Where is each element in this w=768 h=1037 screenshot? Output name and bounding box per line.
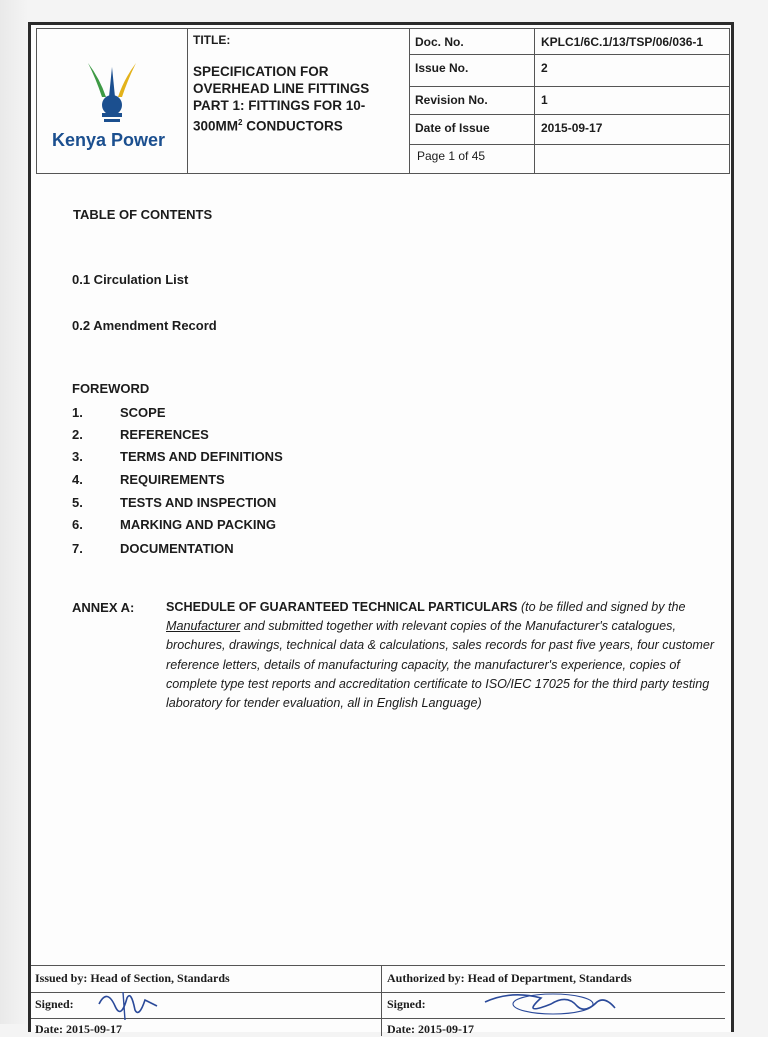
toc-item-number: 4. <box>72 472 83 487</box>
column-divider <box>534 115 535 145</box>
toc-item-label: DOCUMENTATION <box>120 541 234 556</box>
issue-row <box>409 55 729 87</box>
doc-info-grid <box>409 29 729 173</box>
toc-item-number: 5. <box>72 495 83 510</box>
column-divider <box>534 87 535 115</box>
signed-left-label: Signed: <box>35 997 74 1011</box>
title-line: PART 1: FITTINGS FOR 10- <box>193 98 366 113</box>
footer-divider <box>381 966 382 1036</box>
toc-item-label: SCOPE <box>120 405 166 420</box>
revision-label: Revision No. <box>415 93 488 107</box>
toc-item-number: 6. <box>72 517 83 532</box>
approval-footer <box>31 965 725 1036</box>
title-line: OVERHEAD LINE FITTINGS <box>193 81 370 96</box>
brand-name: Kenya Power <box>52 130 166 150</box>
title-line: SPECIFICATION FOR <box>193 64 329 79</box>
doc-no-row <box>409 29 729 55</box>
annex-label: ANNEX A: <box>72 600 135 615</box>
column-divider <box>534 29 535 55</box>
annex-text-part: (to be filled and signed by the <box>517 600 686 614</box>
toc-item-label: REFERENCES <box>120 427 209 442</box>
column-divider <box>534 55 535 87</box>
page-edge-shadow <box>0 0 28 1024</box>
date-left: Date: 2015-09-17 <box>35 1022 122 1036</box>
doc-no-value: KPLC1/6C.1/13/TSP/06/036-1 <box>541 35 704 49</box>
logo-cell <box>37 29 188 173</box>
date-label: Date of Issue <box>415 121 490 135</box>
page-cell <box>409 145 535 173</box>
doc-no-label: Doc. No. <box>415 35 464 49</box>
superscript: 2 <box>238 118 243 127</box>
document-page <box>28 22 734 1036</box>
date-value: 2015-09-17 <box>541 121 603 135</box>
amendment-record-entry: 0.2 Amendment Record <box>72 318 217 333</box>
header-table <box>36 28 730 174</box>
signature-right-icon <box>481 988 621 1020</box>
issue-value: 2 <box>541 61 548 75</box>
title-cell <box>187 29 410 173</box>
issue-label: Issue No. <box>415 61 469 75</box>
page-number: Page 1 of 45 <box>417 149 486 163</box>
toc-item-label: REQUIREMENTS <box>120 472 225 487</box>
signed-right-label: Signed: <box>387 997 426 1011</box>
foreword-entry: FOREWORD <box>72 381 150 396</box>
annex-title: SCHEDULE OF GUARANTEED TECHNICAL PARTICULARS <box>166 600 518 614</box>
authorized-by: Authorized by: Head of Department, Standards <box>387 971 632 985</box>
title-text-part: CONDUCTORS <box>242 118 343 134</box>
toc-item-number: 7. <box>72 541 83 556</box>
toc-item-label: MARKING AND PACKING <box>120 517 276 532</box>
signature-left-icon <box>93 986 163 1022</box>
toc-item-number: 3. <box>72 449 83 464</box>
annex-manufacturer: Manufacturer <box>166 619 241 634</box>
date-right: Date: 2015-09-17 <box>387 1022 474 1036</box>
revision-row <box>409 87 729 115</box>
revision-value: 1 <box>541 93 548 107</box>
toc-item-number: 1. <box>72 405 83 420</box>
document-title <box>193 63 405 135</box>
title-line <box>193 114 405 135</box>
title-label: TITLE: <box>193 33 231 47</box>
circulation-list-entry: 0.1 Circulation List <box>72 272 189 287</box>
annex-description <box>166 598 722 713</box>
issued-by: Issued by: Head of Section, Standards <box>35 971 230 985</box>
kenya-power-logo-icon <box>82 59 142 127</box>
annex-text-part: and submitted together with relevant copies of the Manufacturer's catalogues, brochures, drawings, technical data & calculations, sales records for past five years, four customer reference letters, details of manufacturing capacity, the manufacturer's experience, copies of complete type test reports and accreditation certificate to ISO/IEC 17025 for the third party testing laboratory for tender evaluation, all in English Language) <box>166 619 715 711</box>
title-text-part: 300MM <box>193 118 239 134</box>
toc-item-number: 2. <box>72 427 83 442</box>
date-row <box>409 115 729 145</box>
toc-item-label: TERMS AND DEFINITIONS <box>120 449 283 464</box>
toc-item-label: TESTS AND INSPECTION <box>120 495 277 510</box>
toc-heading: TABLE OF CONTENTS <box>73 207 213 222</box>
